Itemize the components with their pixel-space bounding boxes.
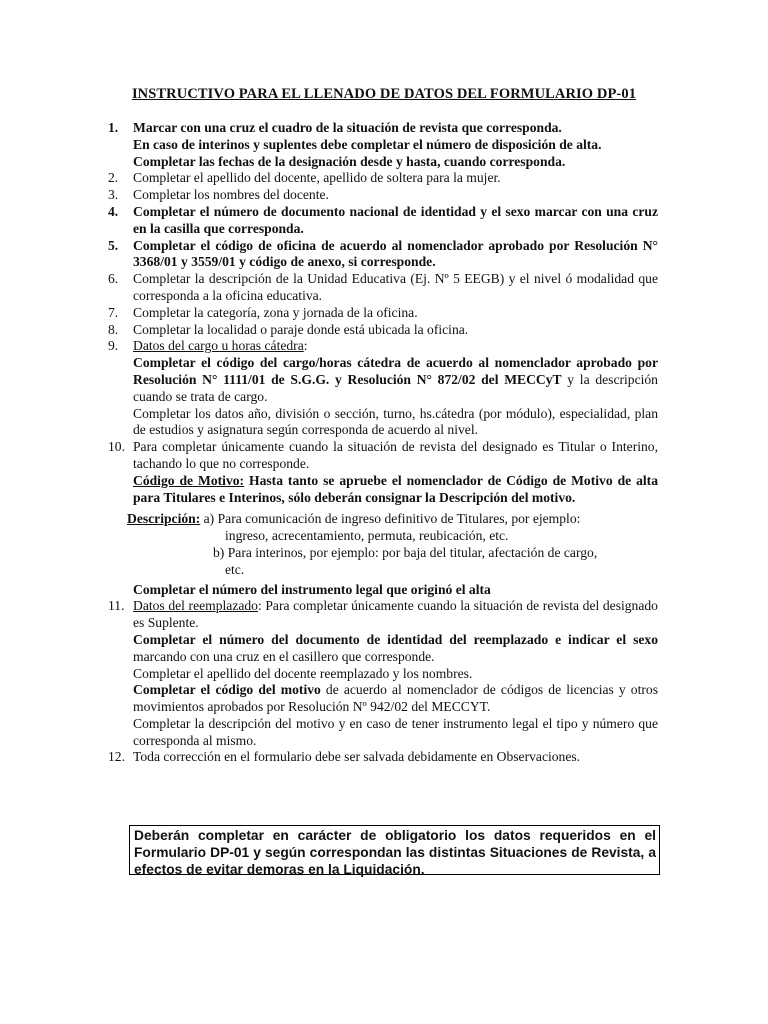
heading-colon: : — [303, 338, 308, 354]
item-paragraph — [133, 598, 658, 632]
list-item-11 — [108, 598, 658, 749]
item-number: 11. — [108, 598, 125, 614]
bold-text: Completar el número del documento de identidad del reemplazado e indicar el sexo — [133, 631, 658, 647]
item-text: En caso de interinos y suplentes debe completar el número de disposición de alta. — [133, 136, 602, 152]
description-a: a) Para comunicación de ingreso definitivo de Titulares, por ejemplo: — [200, 511, 581, 527]
list-item-4 — [108, 204, 658, 238]
description-line: etc. — [225, 561, 245, 577]
item-heading-line — [133, 338, 658, 355]
item-paragraph — [133, 632, 658, 666]
description-line: b) Para interinos, por ejemplo: por baja del titular, afectación de cargo, — [213, 544, 598, 560]
item-number: 3. — [108, 187, 119, 203]
item-text: Completar el código de oficina de acuerdo al nomenclador aprobado por Resolución N° 3368/01 y 3559/01 y código de anexo, si corresponde. — [133, 237, 658, 270]
item-text: Completar la descripción de la Unidad Educativa (Ej. Nº 5 EEGB) y el nivel ó modalidad que corresponda a la oficina educativa. — [133, 271, 658, 303]
plain-text: : Para completar únicamente cuando la situación de revista del designado es Suplente. — [133, 598, 658, 631]
list-item-12 — [108, 749, 658, 766]
plain-text: de acuerdo al nomenclador de códigos de licencias y otros movimientos aprobados por Resolución Nº 942/02 del MECCYT. — [133, 682, 658, 715]
item-number: 9. — [108, 338, 119, 354]
item-number: 1. — [108, 120, 119, 135]
description-block — [127, 511, 658, 578]
item-text: Completar la categoría, zona y jornada de la oficina. — [133, 304, 418, 320]
item-number: 4. — [108, 203, 119, 219]
list-item-7 — [108, 305, 658, 322]
page-title: INSTRUCTIVO PARA EL LLENADO DE DATOS DEL FORMULARIO DP-01 — [131, 86, 637, 102]
item-text: Toda corrección en el formulario debe ser salvada debidamente en Observaciones. — [133, 749, 581, 765]
item-number: 5. — [108, 237, 119, 253]
item-text: Marcar con una cruz el cuadro de la situación de revista que corresponda. — [133, 120, 562, 135]
bold-text: Completar el código del cargo/horas cátedra de acuerdo al nomenclador aprobado por Resolución N° 1111/01 de S.G.G. y Resolución N° 872/02 del MECCyT — [133, 355, 658, 387]
instructions-list — [108, 120, 658, 766]
item-paragraph: Completar los datos año, división o sección, turno, hs.cátedra (por módulo), especialidad, plan de estudios y asignatura según corresponda de acuerdo al nivel. — [133, 405, 658, 438]
bold-text: Completar el código del motivo — [133, 682, 321, 698]
motivo-label: Código de Motivo: — [133, 472, 245, 488]
item-paragraph — [133, 473, 658, 507]
description-label: Descripción: — [127, 511, 201, 527]
list-item-2 — [108, 170, 658, 187]
item-text: Completar las fechas de la designación desde y hasta, cuando corresponda. — [133, 153, 566, 169]
item-number: 12. — [108, 749, 125, 765]
list-item-6 — [108, 271, 658, 305]
item-paragraph: Completar la descripción del motivo y en caso de tener instrumento legal el tipo y número que corresponda al mismo. — [133, 715, 658, 748]
list-item-10 — [108, 439, 658, 598]
list-item-9 — [108, 338, 658, 439]
item-number: 10. — [108, 439, 125, 455]
description-line: ingreso, acrecentamiento, permuta, reubicación, etc. — [225, 528, 509, 544]
section-heading: Datos del reemplazado — [133, 598, 258, 614]
item-number: 2. — [108, 170, 119, 186]
item-text: Completar los nombres del docente. — [133, 187, 329, 203]
item-number: 7. — [108, 304, 119, 320]
item-paragraph: Completar el apellido del docente reemplazado y los nombres. — [133, 665, 473, 681]
plain-text: y la descripción cuando se trata de cargo. — [133, 371, 658, 404]
item-paragraph: Completar el número del instrumento legal que originó el alta — [133, 581, 491, 597]
list-item-8 — [108, 322, 658, 339]
item-number: 6. — [108, 271, 119, 287]
motivo-text: Hasta tanto se apruebe el nomenclador de Código de Motivo de alta para Titulares e Interinos, sólo deberán consignar la Descripción del motivo. — [133, 472, 658, 505]
item-number: 8. — [108, 321, 119, 337]
list-item-5 — [108, 238, 658, 272]
item-paragraph: Para completar únicamente cuando la situación de revista del designado es Titular o Interino, tachando lo que no corresponde. — [133, 439, 658, 471]
mandatory-notice-box: Deberán completar en carácter de obligatorio los datos requeridos en el Formulario DP-01 y según correspondan las distintas Situaciones de Revista, a efectos de evitar demoras en la Liquidación. — [129, 825, 660, 875]
item-paragraph — [133, 355, 658, 405]
item-paragraph — [133, 682, 658, 716]
list-item-3 — [108, 187, 658, 204]
item-text: Completar el número de documento nacional de identidad y el sexo marcar con una cruz en la casilla que corresponda. — [133, 203, 658, 236]
item-text: Completar la localidad o paraje donde está ubicada la oficina. — [133, 321, 469, 337]
list-item-1 — [108, 120, 658, 170]
section-heading: Datos del cargo u horas cátedra — [133, 338, 304, 354]
description-line — [127, 511, 658, 528]
item-text: Completar el apellido del docente, apellido de soltera para la mujer. — [133, 170, 501, 186]
plain-text: marcando con una cruz en el casillero que corresponde. — [133, 648, 435, 664]
